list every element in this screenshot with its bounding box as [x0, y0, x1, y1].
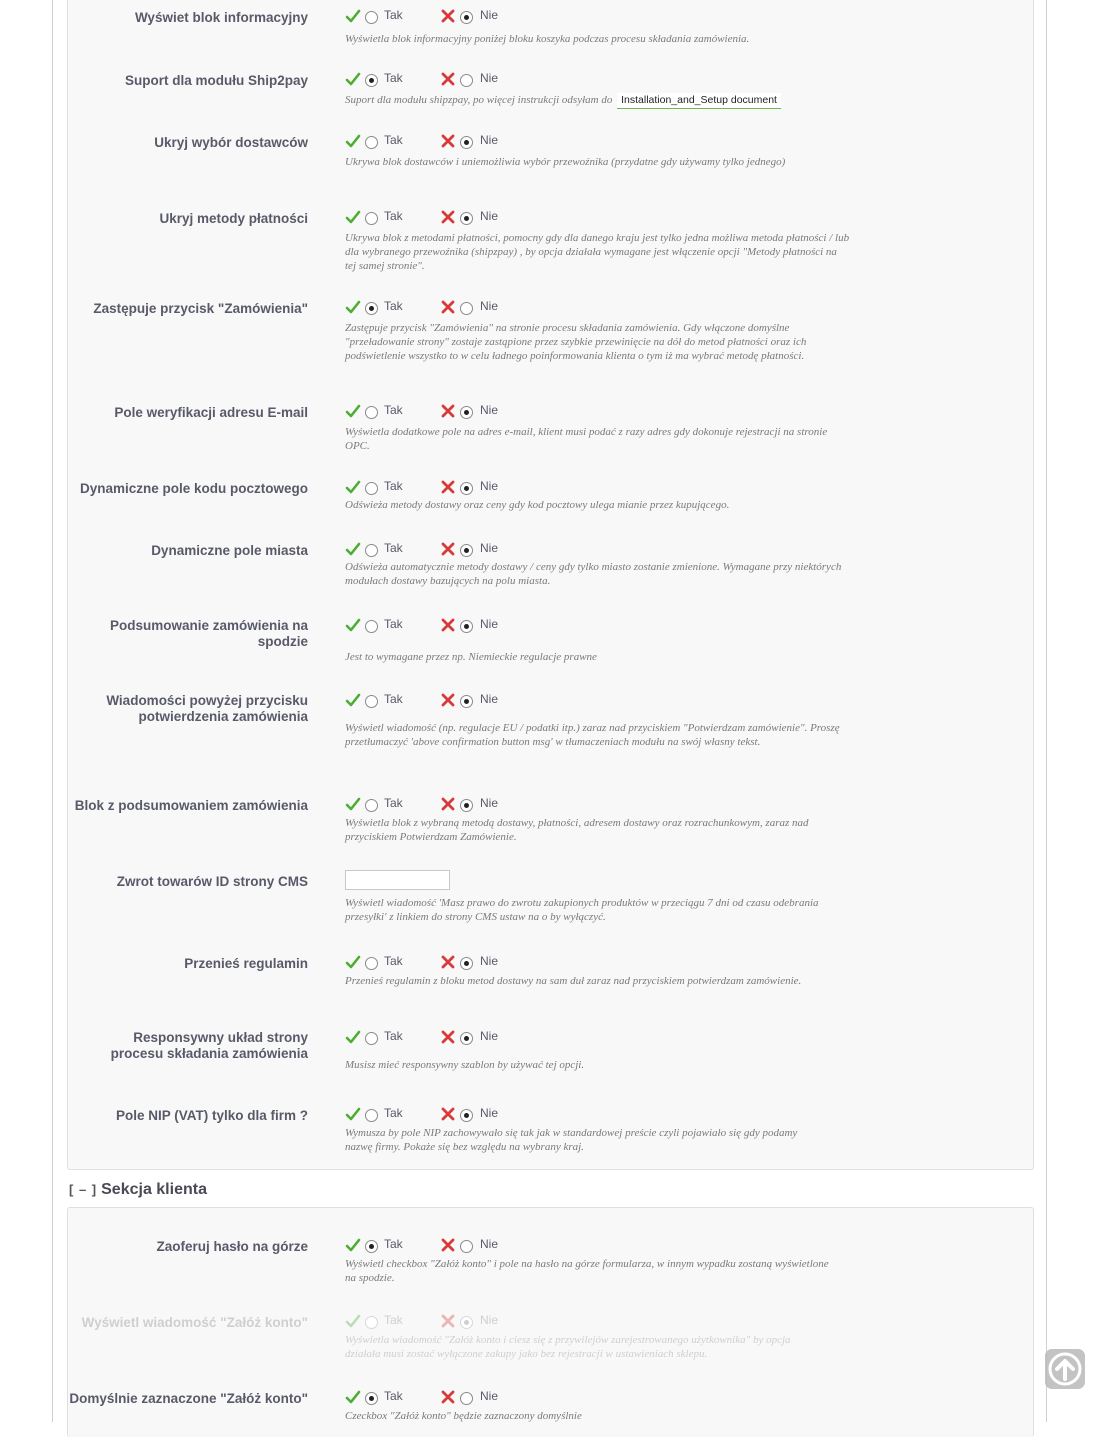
cross-icon: [440, 403, 456, 419]
installation-doc-link[interactable]: Installation_and_Setup document: [617, 93, 781, 109]
cross-icon: [440, 1313, 456, 1329]
radio-yes-label[interactable]: Tak: [384, 1389, 403, 1403]
radio-no-label[interactable]: Nie: [480, 133, 499, 147]
radio-yes-label[interactable]: Tak: [384, 1106, 403, 1120]
setting-description: Ukrywa blok z metodami płatności, pomocny gdy dla danego kraju jest tylko jedna możliwa metoda płatności / lub dla wybranego przewoźnika (shipzpay) , by opcja działała wymagane jest włączenie opcji "Metody płatności na tej samej stronie".: [345, 232, 850, 272]
radio-yes-label[interactable]: Tak: [384, 1029, 403, 1043]
cross-icon: [440, 1029, 456, 1045]
radio-no-label[interactable]: Nie: [480, 796, 499, 810]
setting-label: Przenieś regulamin: [184, 956, 308, 971]
setting-label: Zwrot towarów ID strony CMS: [116, 874, 308, 889]
setting-description: Przenieś regulamin z bloku metod dostawy na sam duł zaraz nad przyciskiem potwierdzam zamówienie.: [345, 975, 802, 987]
setting-description: Ukrywa blok dostawców i uniemożliwia wybór przewoźnika (przydatne gdy używamy tylko jednego): [345, 156, 786, 168]
radio-no-label[interactable]: Nie: [480, 692, 499, 706]
radio-yes-label[interactable]: Tak: [384, 133, 403, 147]
setting-description: Jest to wymagane przez np. Niemieckie regulacje prawne: [345, 651, 597, 663]
radio-no[interactable]: [460, 482, 473, 495]
check-icon: [345, 133, 361, 149]
cross-icon: [440, 1237, 456, 1253]
radio-no[interactable]: [460, 620, 473, 633]
radio-no[interactable]: [460, 406, 473, 419]
radio-yes-label[interactable]: Tak: [384, 209, 403, 223]
radio-yes[interactable]: [365, 957, 378, 970]
arrow-up-icon: [1045, 1349, 1085, 1389]
radio-yes-label[interactable]: Tak: [384, 617, 403, 631]
cross-icon: [440, 71, 456, 87]
setting-description: [345, 93, 865, 109]
check-icon: [345, 1237, 361, 1253]
radio-yes[interactable]: [365, 302, 378, 315]
setting-description: Wyświetla blok informacyjny poniżej bloku koszyka podczas procesu składania zamówienia.: [345, 33, 750, 45]
radio-yes-label: Tak: [384, 1313, 403, 1327]
check-icon: [345, 209, 361, 225]
radio-no-label[interactable]: Nie: [480, 299, 499, 313]
cross-icon: [440, 8, 456, 24]
radio-no[interactable]: [460, 74, 473, 87]
setting-label: Dynamiczne pole miasta: [151, 543, 308, 558]
cross-icon: [440, 1389, 456, 1405]
radio-no[interactable]: [460, 957, 473, 970]
setting-description: Odświeża metody dostawy oraz ceny gdy kod pocztowy ulega mianie przez kupującego.: [345, 499, 730, 511]
radio-no-label[interactable]: Nie: [480, 209, 499, 223]
setting-label: Dynamiczne pole kodu pocztowego: [79, 481, 308, 496]
setting-label: Pole NIP (VAT) tylko dla firm ?: [115, 1108, 308, 1123]
general-settings-panel: [67, 0, 1034, 1170]
cross-icon: [440, 479, 456, 495]
radio-yes[interactable]: [365, 1392, 378, 1405]
cross-icon: [440, 1106, 456, 1122]
setting-label: Suport dla modułu Ship2pay: [124, 73, 308, 88]
radio-yes-label[interactable]: Tak: [384, 954, 403, 968]
radio-no-label[interactable]: Nie: [480, 403, 499, 417]
cross-icon: [440, 692, 456, 708]
radio-yes-label[interactable]: Tak: [384, 299, 403, 313]
check-icon: [345, 299, 361, 315]
radio-yes-label[interactable]: Tak: [384, 403, 403, 417]
check-icon: [345, 954, 361, 970]
setting-label: Ukryj wybór dostawców: [154, 135, 308, 150]
radio-no-label[interactable]: Nie: [480, 8, 499, 22]
radio-no[interactable]: [460, 1240, 473, 1253]
radio-no-label[interactable]: Nie: [480, 1029, 499, 1043]
cross-icon: [440, 133, 456, 149]
radio-yes[interactable]: [365, 799, 378, 812]
cross-icon: [440, 796, 456, 812]
radio-no-label[interactable]: Nie: [480, 954, 499, 968]
setting-label: Wyświet blok informacyjny: [134, 10, 308, 25]
section-header-client[interactable]: [69, 1181, 207, 1201]
setting-label: Zastępuje przycisk "Zamówienia": [93, 301, 308, 316]
check-icon: [345, 1106, 361, 1122]
settings-page: [52, 0, 1047, 1422]
cross-icon: [440, 209, 456, 225]
setting-label: Responsywny układ strony procesu składania zamówienia: [110, 1030, 308, 1061]
radio-yes-label[interactable]: Tak: [384, 8, 403, 22]
radio-yes[interactable]: [365, 11, 378, 24]
radio-no[interactable]: [460, 212, 473, 225]
radio-no-label: Nie: [480, 1313, 499, 1327]
radio-no-label[interactable]: Nie: [480, 617, 499, 631]
radio-no[interactable]: [460, 11, 473, 24]
check-icon: [345, 1313, 361, 1329]
radio-yes-label[interactable]: Tak: [384, 541, 403, 555]
check-icon: [345, 617, 361, 633]
radio-no[interactable]: [460, 1392, 473, 1405]
setting-label: Podsumowanie zamówienia na spodzie: [109, 618, 308, 649]
check-icon: [345, 8, 361, 24]
radio-yes[interactable]: [365, 1240, 378, 1253]
radio-no[interactable]: [460, 695, 473, 708]
radio-no[interactable]: [460, 302, 473, 315]
radio-no-label[interactable]: Nie: [480, 1237, 499, 1251]
collapse-toggle[interactable]: [ – ]: [69, 1182, 98, 1197]
radio-no-label[interactable]: Nie: [480, 479, 499, 493]
cross-icon: [440, 299, 456, 315]
radio-yes-label[interactable]: Tak: [384, 796, 403, 810]
radio-yes-label[interactable]: Tak: [384, 479, 403, 493]
radio-yes[interactable]: [365, 212, 378, 225]
cms-page-id-input[interactable]: [345, 870, 450, 890]
radio-yes[interactable]: [365, 1109, 378, 1122]
radio-no-label[interactable]: Nie: [480, 71, 499, 85]
setting-label: Zaoferuj hasło na górze: [156, 1239, 308, 1254]
radio-no-label[interactable]: Nie: [480, 1106, 499, 1120]
setting-description: Wyświetl wiadomość 'Masz prawo do zwrotu zakupionych produktów w przeciągu 7 dni od czasu odebrania przesyłki' z linkiem do strony CMS ustaw na o by wyłączyć.: [345, 897, 819, 923]
radio-no[interactable]: [460, 799, 473, 812]
radio-yes[interactable]: [365, 1032, 378, 1045]
setting-description: Odświeża automatycznie metody dostawy / ceny gdy tylko miasto zostanie zmienione. Wymagane przy niektórych modułach dostawy bazujących na polu miasta.: [345, 561, 842, 587]
cross-icon: [440, 541, 456, 557]
setting-label: Blok z podsumowaniem zamówienia: [74, 798, 308, 813]
setting-description: Czeckbox "Załóż konto" będzie zaznaczony domyślnie: [345, 1410, 582, 1422]
radio-yes[interactable]: [365, 695, 378, 708]
setting-label: Wiadomości powyżej przycisku potwierdzenia zamówienia: [106, 693, 308, 724]
radio-no[interactable]: [460, 136, 473, 149]
check-icon: [345, 1029, 361, 1045]
cross-icon: [440, 617, 456, 633]
check-icon: [345, 71, 361, 87]
radio-yes-label[interactable]: Tak: [384, 692, 403, 706]
section-title: Sekcja klienta: [101, 1181, 207, 1198]
setting-label: Wyświetl wiadomość "Załóż konto": [81, 1315, 308, 1330]
setting-description: Musisz mieć responsywny szablon by używać tej opcji.: [345, 1059, 585, 1071]
radio-yes[interactable]: [365, 406, 378, 419]
check-icon: [345, 479, 361, 495]
radio-no: [460, 1316, 473, 1329]
cross-icon: [440, 954, 456, 970]
description-text: Suport dla modułu shipzpay, po więcej instrukcji odsyłam do: [345, 94, 613, 106]
radio-no[interactable]: [460, 1032, 473, 1045]
setting-description: Wyświetla blok z wybraną metodą dostawy, płatności, adresem dostawy oraz rozrachunkowym, zaraz nad przyciskiem Potwierdzam Zamówienie.: [345, 817, 809, 843]
setting-description: Wyświetla dodatkowe pole na adres e-mail, klient musi podać z razy adres gdy dokonuje rejestracji na stronie OPC.: [345, 426, 828, 452]
setting-description: Wyświetl wiadomość (np. regulacje EU / podatki itp.) zaraz nad przyciskiem "Potwierdzam zamówienie". Proszę przetłumaczyć 'above confirmation button msg' w tłumaczeniach modułu na swój własny tekst.: [345, 722, 840, 748]
radio-yes[interactable]: [365, 482, 378, 495]
setting-description: Wyświetla wiadomość "Załóż konto i ciesz się z przywilejów zarejestrowanego użytkownika" by opcja działała musi zostać wyłączone zakupy jako bez rejestracji w ustawieniach sklepu.: [345, 1334, 791, 1360]
setting-description: Wymusza by pole NIP zachowywało się tak jak w standardowej preście czyli pojawiało się gdy podamy nazwę firmy. Pokaże się bez względu na wybrany kraj.: [345, 1127, 798, 1153]
radio-yes[interactable]: [365, 620, 378, 633]
radio-yes-label[interactable]: Tak: [384, 1237, 403, 1251]
radio-yes[interactable]: [365, 544, 378, 557]
setting-label: Ukryj metody płatności: [159, 211, 308, 226]
radio-no[interactable]: [460, 1109, 473, 1122]
radio-yes-label[interactable]: Tak: [384, 71, 403, 85]
radio-yes[interactable]: [365, 74, 378, 87]
radio-no-label[interactable]: Nie: [480, 541, 499, 555]
scroll-to-top-button[interactable]: [1045, 1349, 1085, 1389]
check-icon: [345, 541, 361, 557]
radio-yes: [365, 1316, 378, 1329]
setting-description: Zastępuje przycisk "Zamówienia" na stronie procesu składania zamówienia. Gdy włączone domyślne "przeładowanie strony" zostaje zastąpione przez szybkie przewinięcie na dół do metod płatności oraz ich podświetlenie wszystko to w celu ładnego poinformowania klienta o tym iż ma wybrać metodę płatności.: [345, 322, 807, 362]
check-icon: [345, 796, 361, 812]
check-icon: [345, 403, 361, 419]
setting-description: Wyświetl checkbox "Załóż konto" i pole na hasło na górze formularza, w innym wypadku zostaną wyświetlone na spodzie.: [345, 1258, 829, 1284]
radio-no-label[interactable]: Nie: [480, 1389, 499, 1403]
client-settings-panel: [67, 1207, 1034, 1437]
radio-yes[interactable]: [365, 136, 378, 149]
setting-label: Domyślnie zaznaczone "Załóż konto": [69, 1391, 308, 1406]
check-icon: [345, 1389, 361, 1405]
check-icon: [345, 692, 361, 708]
radio-no[interactable]: [460, 544, 473, 557]
setting-label: Pole weryfikacji adresu E-mail: [114, 405, 308, 420]
